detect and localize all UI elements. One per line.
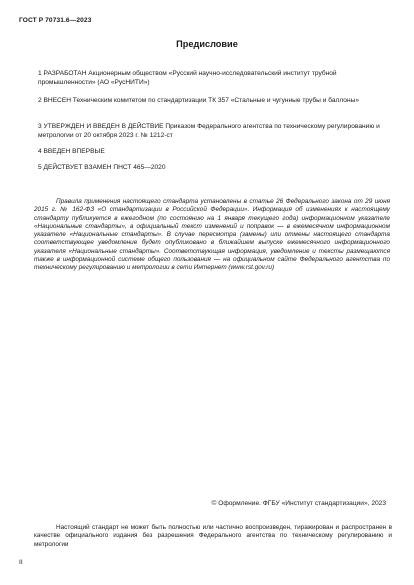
- foreword-item-3: 3 УТВЕРЖДЕН И ВВЕДЕН В ДЕЙСТВИЕ Приказом Федерального агентства по техническому регулированию и метрологии от 20 октября 2023 г. № 1212-ст: [38, 123, 380, 139]
- copyright-notice: Настоящий стандарт не может быть полностью или частично воспроизведен, тиражирован и распространен в качестве официального издания без разрешения Федерального агентства по техническому регулированию и метрологии: [34, 524, 392, 548]
- foreword-item-2: 2 ВНЕСЕН Техническим комитетом по стандартизации ТК 357 «Стальные и чугунные трубы и баллоны»: [38, 97, 360, 104]
- design-credit: © Оформление. ФГБУ «Институт стандартизации», 2023: [211, 500, 386, 507]
- foreword-item-1: 1 РАЗРАБОТАН Акционерным обществом «Русский научно-исследовательский институт трубной промышленности» (АО «РусНИТИ»): [38, 70, 337, 86]
- standard-code: ГОСТ Р 70731.6—2023: [19, 17, 92, 24]
- foreword-item-5: 5 ДЕЙСТВУЕТ ВЗАМЕН ПНСТ 465—2020: [38, 164, 166, 171]
- foreword-item-4: 4 ВВЕДЕН ВПЕРВЫЕ: [38, 148, 105, 155]
- application-rules-notice: Правила применения настоящего стандарта установлены в статье 26 Федерального закона от 29 июня 2015 г. № 162-ФЗ «О стандартизации в Российской Федерации». Информация об изменениях к настоящему стандарту публикуется в ежегодном (по состоянию на 1 января текущего года) информационном указателе «Национальные стандарты», а официальный текст изменений и поправок — в ежемесячном информационном указателе «Национальные стандарты». В случае пересмотра (замены) или отмены настоящего стандарта соответствующее уведомление будет опубликовано в ближайшем выпуске ежемесячного информационного указателя «Национальные стандарты». Соответствующая информация, уведомление и тексты размещаются также в информационной системе общего пользования — на официальном сайте Федерального агентства по техническому регулированию и метрологии в сети Интернет (www.rst.gov.ru): [34, 198, 390, 272]
- page-number: II: [19, 559, 23, 566]
- section-title: Предисловие: [176, 39, 238, 49]
